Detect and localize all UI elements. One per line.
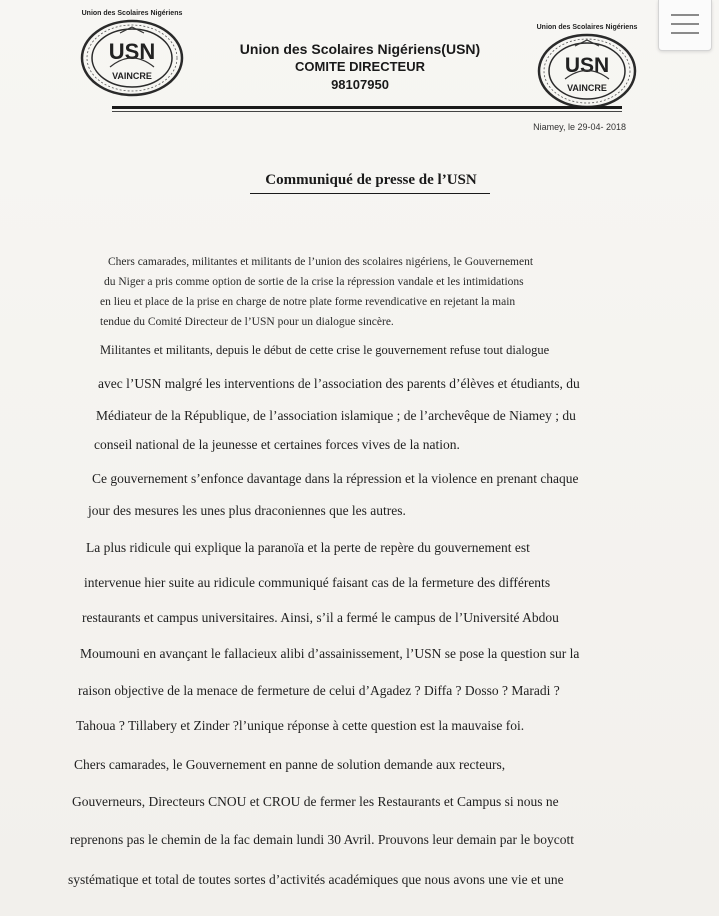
document-title: Communiqué de presse de l’USN [265, 172, 477, 188]
body-line: intervenue hier suite au ridicule communiqué faisant cas de la fermeture des différents [84, 575, 551, 590]
body-line: Tahoua ? Tillabery et Zinder ?l’unique réponse à cette question est la mauvaise foi. [76, 718, 525, 733]
hamburger-menu-icon [671, 23, 699, 25]
seal-text: USN [564, 54, 610, 77]
left-logo-caption: Union des Scolaires Nigériens [81, 10, 183, 17]
hamburger-menu-icon [671, 14, 699, 16]
paragraph-line: tendue du Comité Directeur de l’USN pour un dialogue sincère. [100, 316, 394, 328]
body-line: Moumouni en avançant le fallacieux alibi d’assainissement, l’USN se pose la question sur la [80, 646, 580, 661]
letterhead [200, 40, 520, 94]
committee-name: COMITE DIRECTEUR [295, 59, 425, 74]
usn-seal-icon [537, 33, 637, 109]
body-line: Ce gouvernement s’enfonce davantage dans la répression et la violence en prenant chaque [92, 471, 579, 486]
left-logo [62, 10, 202, 97]
header-rule-thin [112, 111, 622, 112]
body-line: conseil national de la jeunesse et certaines forces vives de la nation. [94, 437, 460, 452]
seal-motto: VAINCRE [112, 71, 152, 81]
body-line: Médiateur de la République, de l’association islamique ; de l’archevêque de Niamey ; du [96, 408, 576, 423]
body-line: restaurants et campus universitaires. Ainsi, s’il a fermé le campus de l’Université Abdou [82, 610, 559, 625]
body-line: raison objective de la menace de fermeture de celui d’Agadez ? Diffa ? Dosso ? Maradi ? [78, 683, 560, 698]
body-line: La plus ridicule qui explique la paranoïa et la perte de repère du gouvernement est [86, 540, 530, 555]
intro-paragraph [100, 252, 640, 332]
usn-seal-icon [80, 19, 184, 97]
org-name: Union des Scolaires Nigériens(USN) [239, 41, 481, 57]
body-line: Chers camarades, le Gouvernement en panne de solution demande aux recteurs, [74, 757, 506, 772]
right-logo-caption: Union des Scolaires Nigériens [536, 24, 638, 31]
menu-button[interactable] [658, 0, 712, 51]
right-logo [522, 24, 652, 109]
hamburger-menu-icon [671, 32, 699, 34]
seal-text: USN [108, 39, 156, 64]
title-underline [250, 193, 490, 194]
body-line: jour des mesures les unes plus draconiennes que les autres. [88, 503, 406, 518]
body-line: Gouverneurs, Directeurs CNOU et CROU de fermer les Restaurants et Campus si nous ne [72, 794, 559, 809]
phone-number: 98107950 [331, 77, 389, 92]
body-line: systématique et total de toutes sortes d’activités académiques que nous avons une vie et une [68, 872, 564, 887]
header-rule [112, 106, 622, 109]
body-line: reprenons pas le chemin de la fac demain lundi 30 Avril. Prouvons leur demain par le boycott [70, 832, 574, 847]
body-line: avec l’USN malgré les interventions de l’association des parents d’élèves et étudiants, du [98, 376, 580, 391]
document-date: Niamey, le 29-04- 2018 [533, 122, 626, 132]
body-line: Militantes et militants, depuis le début de cette crise le gouvernement refuse tout dialogue [100, 343, 550, 357]
paragraph-line: du Niger a pris comme option de sortie de la crise la répression vandale et les intimidations [104, 276, 524, 288]
paragraph-line: Chers camarades, militantes et militants de l’union des scolaires nigériens, le Gouvernement [108, 256, 534, 268]
seal-motto: VAINCRE [567, 83, 607, 93]
paragraph-line: en lieu et place de la prise en charge de notre plate forme revendicative en rejetant la main [100, 296, 516, 308]
